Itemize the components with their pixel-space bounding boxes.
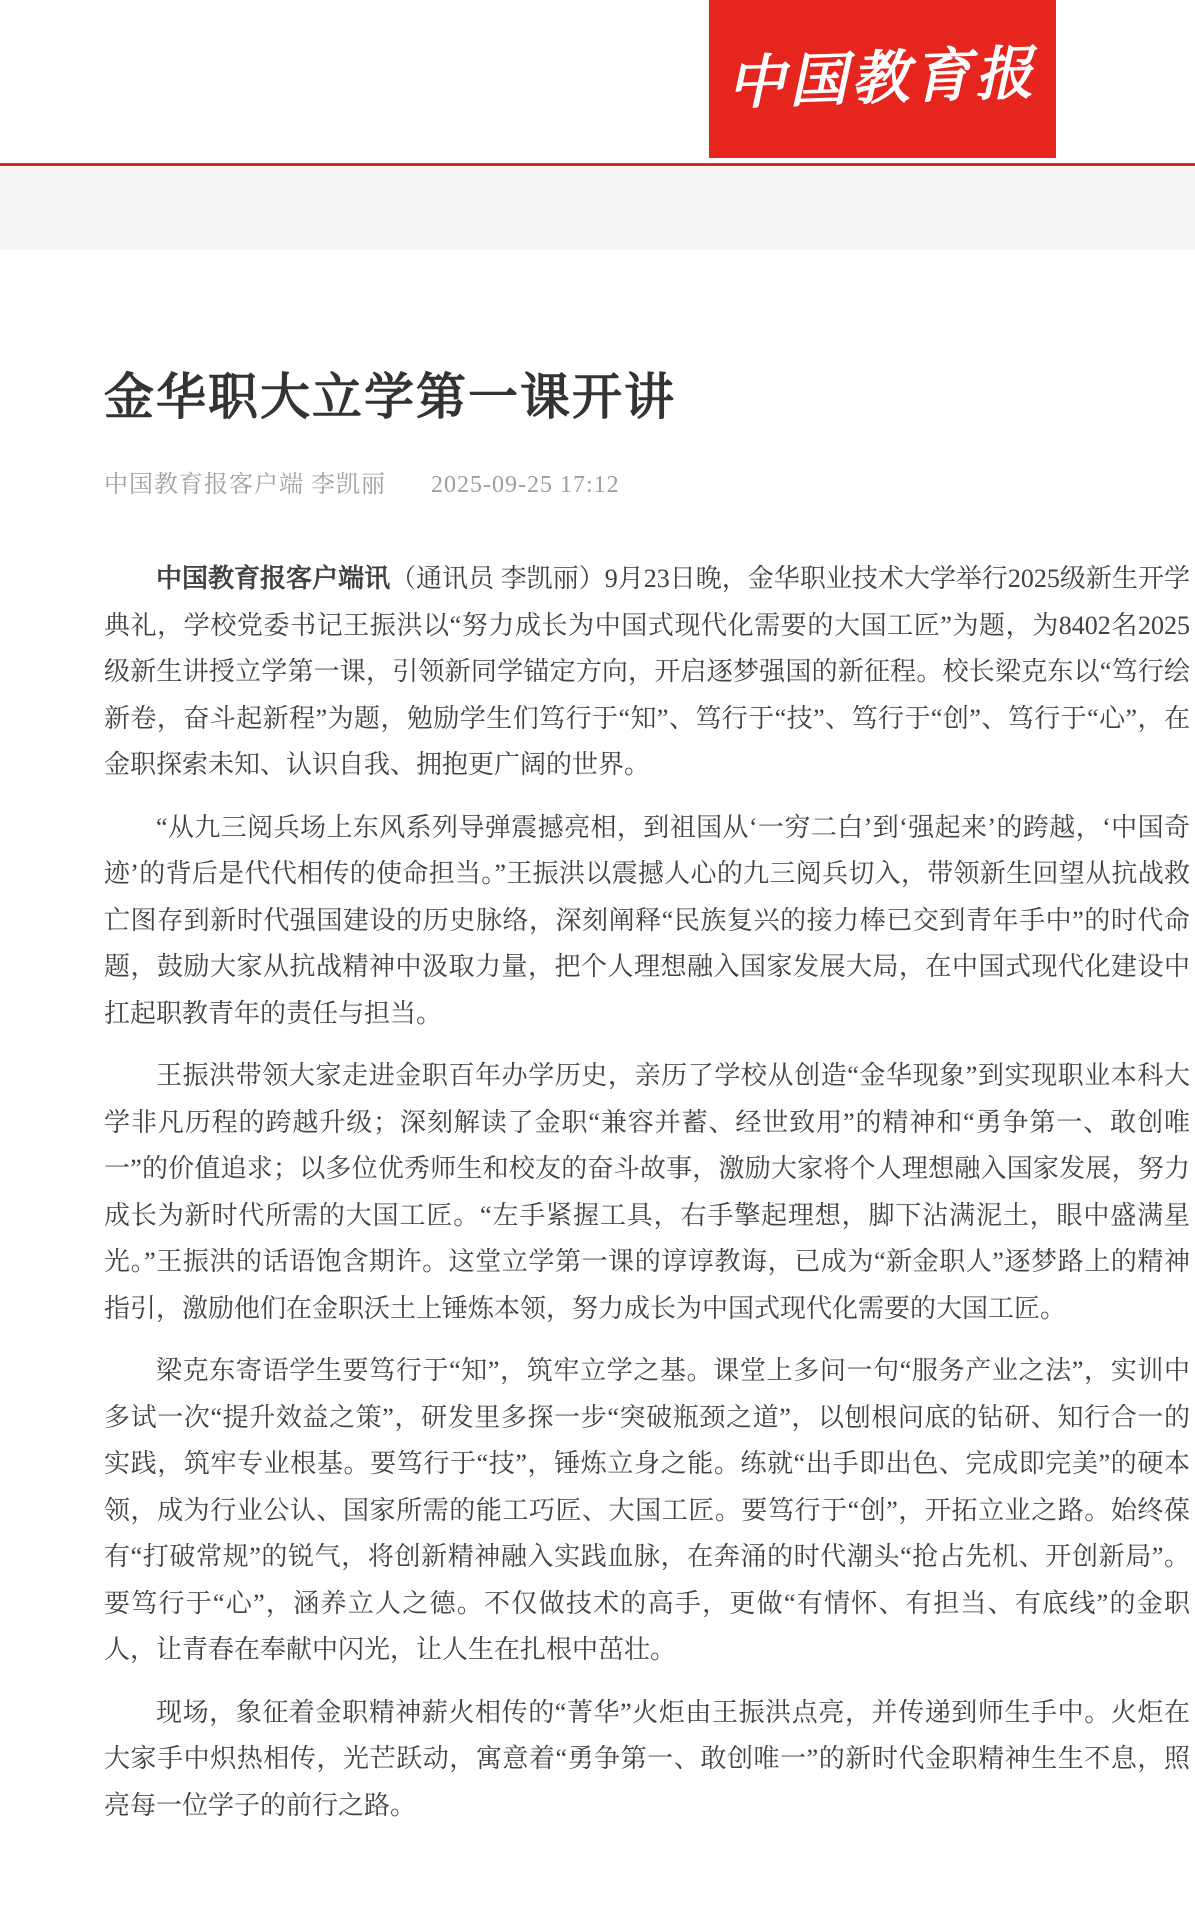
article-body xyxy=(104,556,1190,1829)
article-paragraph xyxy=(104,1348,1190,1674)
masthead-logo[interactable] xyxy=(709,0,1056,158)
paragraph-lead: 中国教育报客户端讯 xyxy=(156,564,391,593)
paragraph-text: 梁克东寄语学生要笃行于“知”，筑牢立学之基。课堂上多问一句“服务产业之法”，实训中多试一次“提升效益之策”，研发里多探一步“突破瓶颈之道”，以刨根问底的钻研、知行合一的实践，筑牢专业根基。要笃行于“技”，锤炼立身之能。练就“出手即出色、完成即完美”的硬本领，成为行业公认、国家所需的能工巧匠、大国工匠。要笃行于“创”，开拓立业之路。始终葆有“打破常规”的锐气，将创新精神融入实践血脉，在奔涌的时代潮头“抢占先机、开创新局”。要笃行于“心”，涵养立人之德。不仅做技术的高手，更做“有情怀、有担当、有底线”的金职人，让青春在奉献中闪光，让人生在扎根中茁壮。 xyxy=(104,1356,1190,1664)
article-paragraph xyxy=(104,1690,1190,1830)
byline-source-author: 中国教育报客户端 李凯丽 xyxy=(104,472,386,498)
masthead-logo-text: 中国教育报 xyxy=(726,40,1039,117)
paragraph-text: 现场，象征着金职精神薪火相传的“菁华”火炬由王振洪点亮，并传递到师生手中。火炬在大家手中炽热相传，光芒跃动，寓意着“勇争第一、敢创唯一”的新时代金职精神生生不息，照亮每一位学子的前行之路。 xyxy=(104,1697,1190,1820)
page-title: 金华职大立学第一课开讲 xyxy=(104,369,676,425)
paragraph-text: 王振洪带领大家走进金职百年办学历史，亲历了学校从创造“金华现象”到实现职业本科大学非凡历程的跨越升级；深刻解读了金职“兼容并蓄、经世致用”的精神和“勇争第一、敢创唯一”的价值追求；以多位优秀师生和校友的奋斗故事，激励大家将个人理想融入国家发展，努力成长为新时代所需的大国工匠。“左手紧握工具，右手擎起理想，脚下沾满泥土，眼中盛满星光。”王振洪的话语饱含期许。这堂立学第一课的谆谆教诲，已成为“新金职人”逐梦路上的精神指引，激励他们在金职沃土上锤炼本领，努力成长为中国式现代化需要的大国工匠。 xyxy=(104,1061,1190,1323)
article-paragraph xyxy=(104,1053,1190,1332)
article-paragraph xyxy=(104,556,1190,789)
byline xyxy=(104,470,1190,500)
article-paragraph xyxy=(104,805,1190,1038)
paragraph-text: “从九三阅兵场上东风系列导弹震撼亮相，到祖国从‘一穷二白’到‘强起来’的跨越，‘中国奇迹’的背后是代代相传的使命担当。”王振洪以震撼人心的九三阅兵切入，带领新生回望从抗战救亡图存到新时代强国建设的历史脉络，深刻阐释“民族复兴的接力棒已交到青年手中”的时代命题，鼓励大家从抗战精神中汲取力量，把个人理想融入国家发展大局，在中国式现代化建设中扛起职教青年的责任与担当。 xyxy=(104,812,1190,1028)
masthead xyxy=(0,0,1195,163)
subheader-band xyxy=(0,166,1195,250)
paragraph-text: （通讯员 李凯丽）9月23日晚，金华职业技术大学举行2025级新生开学典礼，学校党委书记王振洪以“努力成长为中国式现代化需要的大国工匠”为题，为8402名2025级新生讲授立学第一课，引领新同学锚定方向，开启逐梦强国的新征程。校长梁克东以“笃行绘新卷，奋斗起新程”为题，勉励学生们笃行于“知”、笃行于“技”、笃行于“创”、笃行于“心”，在金职探索未知、认识自我、拥抱更广阔的世界。 xyxy=(104,564,1190,779)
byline-timestamp: 2025-09-25 17:12 xyxy=(431,472,620,498)
article xyxy=(104,368,1190,1829)
